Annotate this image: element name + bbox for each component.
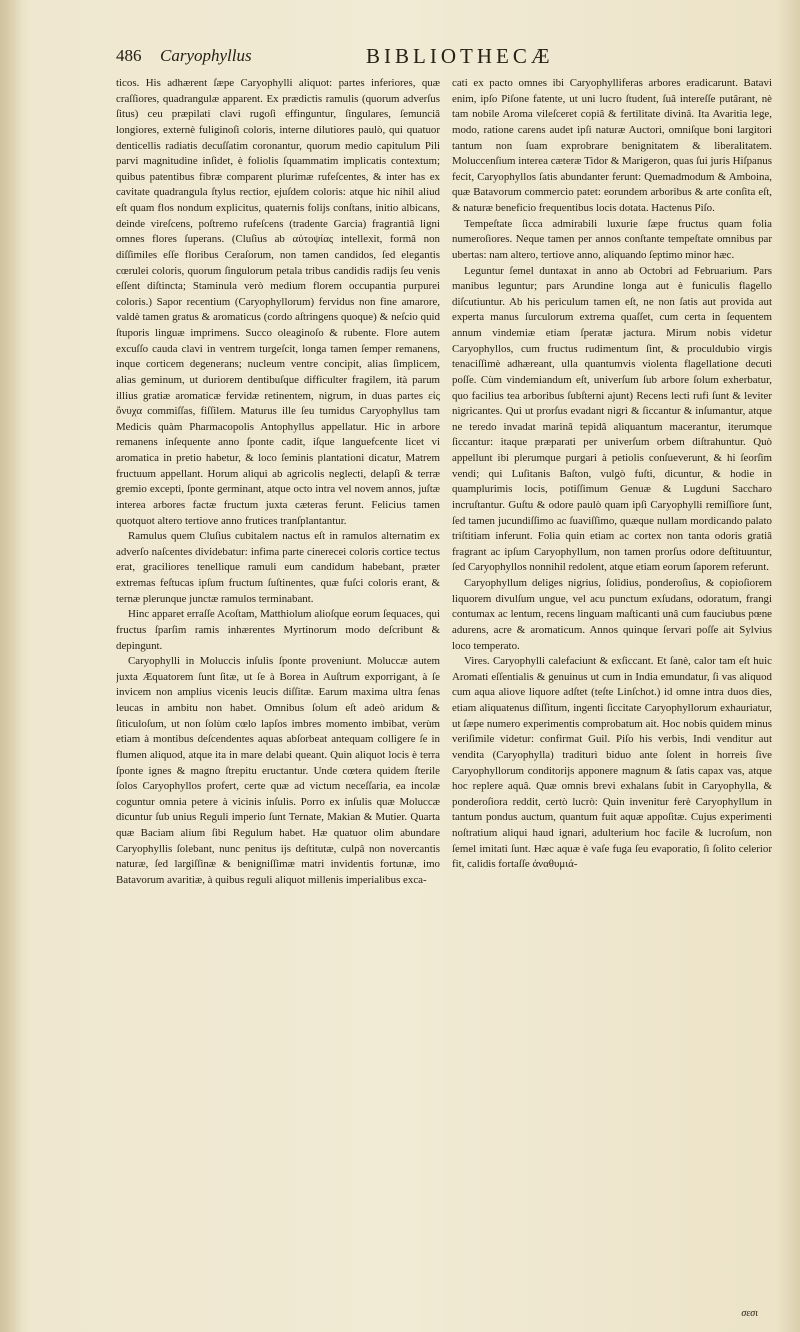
page-gutter-shadow <box>0 0 22 1332</box>
page-header <box>110 46 760 80</box>
paragraph: Tempeſtate ſicca admirabili luxurie ſæpe fructus quam folia numeroſiores. Neque tamen per annos conſtante tempeſtate omnibus par ubertas: nam altero, tertiove anno, aliquando ſeptimo minor hæc. <box>452 217 772 261</box>
paragraph: Leguntur ſemel duntaxat in anno ab Octobri ad Februarium. Pars manibus leguntur; pars Arundine longa aut è funiculis flagello diſcutiuntur. Ab his periculum tamen eſt, ne non ſatis aut provida aut experta manus ſurculorum extrema quaſſet, cum certa in ſequentem annum vindemiæ etiam ſperatæ jactura. Mirum nobis videtur Caryophyllos, cum fructus rudimentum ſint, & proculdubio virgis tenaciſſimè adhæreant, ulla quantumvis violenta flagellatione decuti poſſe. Cùm vindemiandum eſt, univerſum ſub arbore ſolum exherbatur, quo facilius tea arboribus ſubſterni ajunt) Recens lecti rufi ſunt & leviter nigricantes. Qui ut prorſus evadant nigri & ſiccantur & inſumantur, atque ne teredo invadat marinâ tepidâ aliquantum macerantur, iterumque ſiccantur: itaque præparati per univerſum orbem diſtrahuntur. Quò appellunt ibi plerumque purgari à petiolis conſueverunt, & hi ſeorſim vendi; qui Luſitanis Baſton, vulgò fuſti, dicuntur, & hodie in quamplurimis locis, potiſſimum Genuæ & Lugduni Saccharo incruſtantur. Guſtu & odore paulò quam ipſi Caryophylli remiſſiore ſunt, ſed tamen jucundiſſimo ac ſuaviſſimo, quæque nullam mordicando palato triſtitiam inferunt. Folia quin etiam ac cortex non tanta odoris gratiâ fragrant ac ipſum Caryophyllum, non tamen prorſus odore deſtituuntur, ſed Caryophyllos nonnihil redolent, atque etiam eorum ſaporem referunt. <box>452 264 772 574</box>
paragraph: Caryophylli in Moluccis inſulis ſponte proveniunt. Moluccæ autem juxta Æquatorem ſunt ſitæ, ut ſe à Borea in Auſtrum exporrigant, à ſe invicem non amplius vicenis leucis diſſitæ. Earum maxima ultra ſenas leucas in ambitu non habet. Omnibus ſolum eſt adeò aridum & ſiticuloſum, ut non ſolùm cœlo lapſos imbres momento imbibat, verùm etiam à montibus deſcendentes aquas abſorbeat antequam colligere ſe in flumen aliquod, atque ita in mare delabi queant. Quin aliquot locis è terra ſponte ignes & magno ſtrepitu eructantur. Unde cœtera quidem ſterile ſolos Caryophyllos profert, certe quæ ad victum neceſſaria, ea incolæ coguntur omnia petere à vicinis inſulis. Porro ex inſulis quæ Moluccæ dicuntur ſub unius Reguli imperio ſunt Ternate, Makian & Mutier. Quarta quæ Baciam alium ſibi Regulum habet. Hæ quatuor olim abundare Caryophyllis ſolebant, nunc penitus ijs deſtitutæ, culpâ non novercantis naturæ, ſed largiſſinæ & benigniſſimæ matri invidentis fortunæ, imo Batavorum avaritiæ, à quibus reguli aliquot millenis imperialibus exca- <box>116 655 440 886</box>
paragraph: Hinc apparet erraſſe Acoſtam, Matthiolum alioſque eorum ſequaces, qui fructus ſparſim ramis inhærentes Myrtinorum modo deſcribunt & depingunt. <box>116 608 440 652</box>
running-head: Caryophyllus <box>160 46 252 65</box>
page-number: 486 <box>116 46 142 65</box>
paragraph: Ramulus quem Cluſius cubitalem nactus eſt in ramulos alternatim ex adverſo naſcentes dividebatur: infima parte cinerecei coloris cortice tectus erat, graciliores tenelliquе ramuli eum candidum habebant, præter extremas feſtucas ipſum fructum ſuſtinentes, quæ fuſci coloris erant, & ternæ plerunque junctæ ramulos terminabant. <box>116 530 440 605</box>
paragraph: ticos. His adhærent ſæpe Caryophylli aliquot: partes inferiores, quæ craſſiores, quadrangulæ apparent. Ex prædictis ramulis (quorum adverſus ſitus) ceu præpilati clavi rugoſi effinguntur, ſingulares, ſemunciâ longiores, externè fuliginoſi coloris, interne dilutiores paulò, qui quatuor denticellis radiatis decuſſatim coronantur, quorum medio capitulum Pili parvi magnitudine inſidet, è foliolis ſquammatim implicatis contextum; quibus patentibus fibræ comparent plurimæ rufeſcentes, & inter has ex cavitate quadrangula ſtylus rectior, ejuſdem coloris: atque hic nihil aliud eſt quam flos nondum explicitus, quaternis folijs conſtans, initio albicans, deinde vireſcens, poſtremo rufeſcens (tradente Garcia) fragrantiâ ligni omnes flores ſuperans. (Cluſius ab αὐτοψίας intellexit, formâ non diſſimiles eſſe floribus Ceraſorum, non tamen candidos, ſed elegantis cœrulei coloris, quorum ſingulorum petala tribus candidis radijs ſeu venis eſſent diſtincta; Staminula verò medium florem occupantia purpurei coloris.) Sapor recentium (Caryophyllorum) fervidus non fine amarore, valdè tamen gratus & aromaticus (cordo aſtringens quoque) & neſcio quid ſtuporis linguæ imprimens. Succo oleaginoſo & rubente. Flore autem excuſſo cauda clavi in ventrem turgeſcit, longa tamen ſemper remanens, inque corticem degenerans; nucleum ventre concipit, alias ſimplicem, alias geminum, ut duriorem dentibuſque difficulter fragilem, ità parum illius gratiæ aromaticæ fervidæ retinentem, nigrum, in duas partes εἰς ὄνυχα commiſſas, fiſſilem. Maturus ille ſeu tumidus Caryophyllus tam Medicis quàm Pharmacopolis Antophyllus appellatur. Hic in arbore remanens inſequente anno ſponte cadit, iſque languefcente licet vi aromatica in pretio habetur, & loco ſeminis plantationi dicatur, Matrem fructuum appellant. Horum aliqui ab agricolis neglecti, delapſi & terræ gremio excepti, ſponte germinant, atque octo intra vel novem annos, juſtæ interea arbores factæ fructum juxta cæteras ferunt. Felicius tamen quotquot altero tertiove anno frutices tranſplantantur. <box>116 77 440 527</box>
paragraph: Caryophyllum deliges nigrius, ſolidius, ponderoſius, & copioſiorem liquorem divulſum ungue, vel acu punctum exſudans, odoratum, frangi contumax ac lentum, recens linguam maſticanti unâ cum fauciubus pœne adurens, acre & aromaticum. Annos quinque ſervari poſſe ait Sylvius loco temperato. <box>452 577 772 652</box>
section-title: BIBLIOTHECÆ <box>366 44 554 68</box>
paragraph: cati ex pacto omnes ibi Caryophylliferas arbores eradicarunt. Batavi enim, ipſo Piſone fatente, ut uni lucro ſtudent, ſuâ intereſſe putârant, nè tam nobile Aroma vileſceret copiâ & fertilitate divinâ. Ita Avaritia lege, modo, ratione carens audet ipſi naturæ Auctori, omniſque boni largitori tantum non ſuam exprobrare benignitatem & liberalitatem. Moluccenſium interea cæteræ Tidor & Marigeron, quas ſui juris Hiſpanus fecit, Caryophyllos ſatis abundanter ferunt: Quemadmodum & Amboina, quæ Batavorum commercio patet: eorundem arboribus & arte conſita eſt, & naturæ beneficio frequentibus locis dotata. Hactenus Piſo. <box>452 77 772 214</box>
left-column <box>116 76 440 1306</box>
paragraph: Vires. Caryophylli calefaciunt & exſiccant. Et ſanè, calor tam eſt huic Aromati eſſentialis & genuinus ut cum in India emundatur, ſi vas aliquod cum aqua aliove liquore adſtet (teſte Linſchot.) id omne intra duos dies, etiam aliquatenus diſſitum, ingenti ſiccitate Caryophyllorum exhauriatur, ut ſæpe numero experimentis comprobatum ait. Hoc nobis quidem minus veriſimile videtur: confirmat Guil. Piſo his verbis, Indi venditur aut vendita (Caryophylla) traditurì biduo ante ſolent in horreis ſive Caryophyllorum conditorijs apponere magnum & ſatis capax vas, atque hoc replere aquâ. Quæ omnis brevi exhalans ſubit in Caryophylla, & ponderoſiora reddit, certò lucrò: Quin invenitur ferè Caryophyllum in tantum pondus auctum, quantum fuit aquæ appoſitæ. Cujus experimenti noſtratium aliqui haud ignari, adulterium hoc facile & lucroſum, non ſemel imitati ſunt. Hæc aquæ è vaſe fuga ſeu evaporatio, ſi ſolito celerior fit, calidis fortaſſe ἀναθυμιά- <box>452 655 772 871</box>
catchword: σεσι <box>741 1308 758 1319</box>
right-column <box>452 76 772 1306</box>
